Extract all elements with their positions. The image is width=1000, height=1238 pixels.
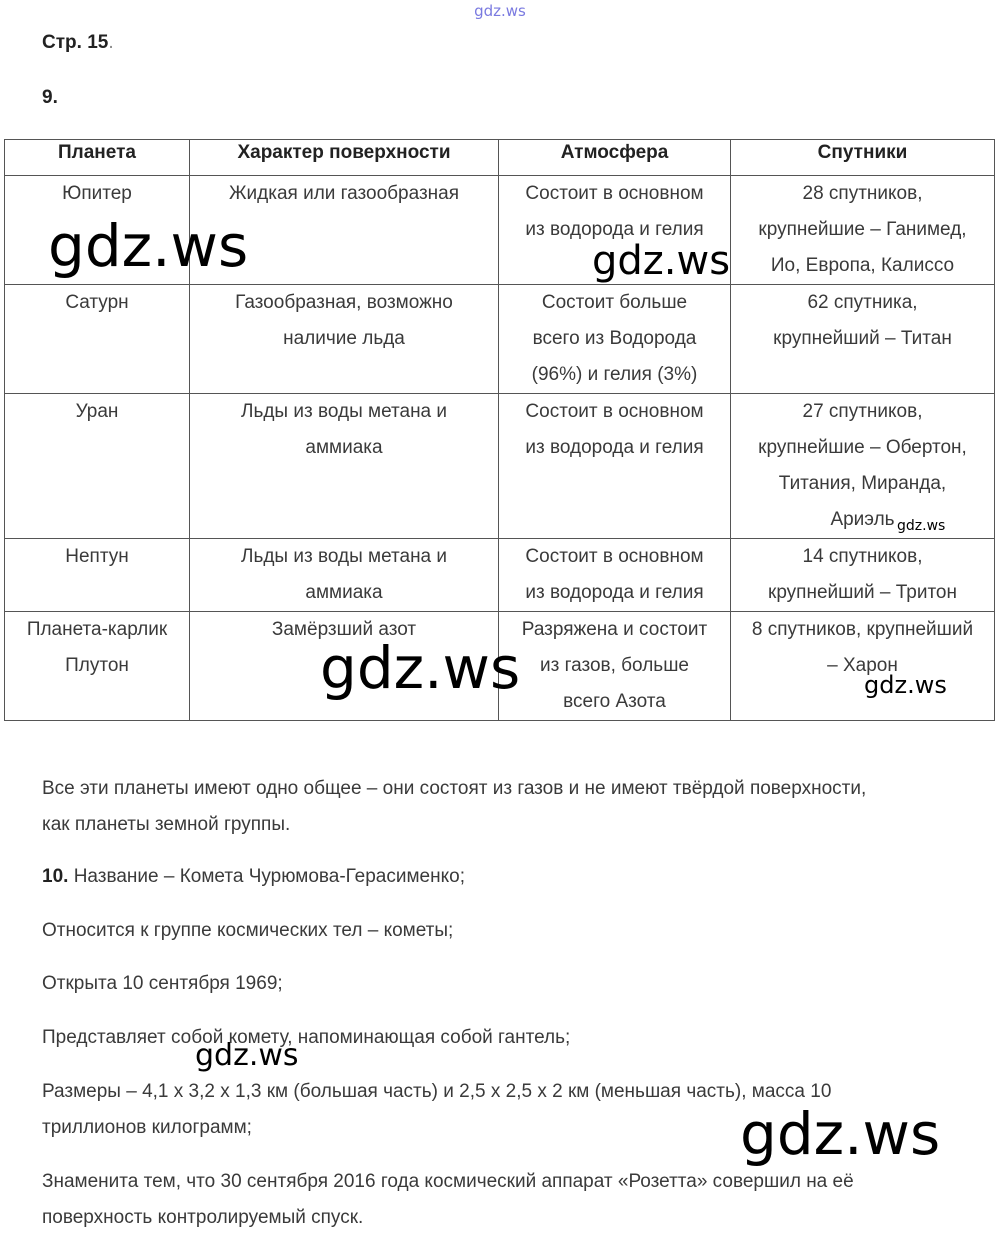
header-surface: Характер поверхности [190,140,499,176]
cell-line: Льды из воды метана и [240,401,448,422]
cell-line: Ариэль [830,509,895,530]
cell-line: Титания, Миранда, [778,473,947,494]
task-10-size [42,1074,972,1146]
cell-satellites [731,285,995,394]
cell-line: Замёрзший азот [271,619,417,640]
cell-line: Уран [75,401,119,422]
header-atmosphere: Атмосфера [499,140,731,176]
task-10-number: 10. [42,866,69,887]
cell-line: всего Азота [563,691,666,712]
cell-line: Состоит в основном [525,546,704,567]
cell-line: крупнейший – Титан [773,328,952,349]
cell-line: Нептун [65,546,129,567]
cell-line: из водорода и гелия [525,437,704,458]
watermark-text: gdz.ws [592,238,731,284]
cell-atmosphere [499,394,731,539]
page-reference-dot: . [108,32,114,53]
paragraph-line: Все эти планеты имеют одно общее – они состоят из газов и не имеют твёрдой поверхности, [42,778,867,799]
paragraph-line: Знаменита тем, что 30 сентября 2016 года космический аппарат «Розетта» совершил на её [42,1171,854,1192]
page-reference-label: Стр. 15 [42,32,109,53]
cell-line: – Харон [827,655,898,676]
task-10-represents: Представляет собой комету, напоминающая собой гантель; [42,1027,571,1048]
table-row [5,285,995,394]
table-header-row [5,140,995,176]
watermark-text: gdz.ws [740,1100,941,1168]
cell-surface [190,285,499,394]
cell-line: Разряжена и состоит [521,619,708,640]
cell-line: 27 спутников, [802,401,923,422]
cell-planet [5,612,190,721]
cell-line: всего из Водорода [532,328,697,349]
cell-satellites [731,176,995,285]
table-row [5,539,995,612]
cell-atmosphere [499,539,731,612]
cell-line: крупнейшие – Обертон, [758,437,967,458]
cell-line: 62 спутника, [807,292,918,313]
cell-line: Состоит в основном [525,401,704,422]
paragraph-line: Размеры – 4,1 х 3,2 х 1,3 км (большая часть) и 2,5 х 2,5 х 2 км (меньшая часть), масса 10 [42,1081,832,1102]
cell-line: аммиака [305,437,383,458]
task-10-group: Относится к группе космических тел – кометы; [42,920,454,941]
cell-line: Плутон [65,655,129,676]
header-planet: Планета [5,140,190,176]
task-9-number: 9. [42,87,58,108]
watermark-text: gdz.ws [864,671,947,699]
paragraph-line: как планеты земной группы. [42,814,291,835]
watermark-text: gdz.ws [195,1038,299,1073]
cell-satellites [731,539,995,612]
task-10-title [42,859,972,895]
cell-line: Льды из воды метана и [240,546,448,567]
cell-satellites [731,394,995,539]
table-row [5,394,995,539]
cell-line: Состоит в основном [525,183,704,204]
cell-line: 8 спутников, крупнейший [751,619,974,640]
cell-planet [5,285,190,394]
header-satellites: Спутники [731,140,995,176]
conclusion-paragraph [42,771,972,843]
paragraph-line: триллионов килограмм; [42,1117,252,1138]
cell-line: наличие льда [283,328,405,349]
cell-line: Планета-карлик [26,619,168,640]
task-10-famous [42,1164,972,1236]
cell-line: Жидкая или газообразная [228,183,460,204]
cell-surface [190,539,499,612]
cell-line: Ио, Европа, Калиссо [770,255,955,276]
cell-planet [5,394,190,539]
cell-line: аммиака [305,582,383,603]
cell-line: Сатурн [65,292,129,313]
cell-line: 14 спутников, [802,546,923,567]
cell-line: (96%) и гелия (3%) [531,364,698,385]
watermark-text: gdz.ws [897,518,946,534]
cell-line: из водорода и гелия [525,582,704,603]
cell-line: крупнейший – Тритон [768,582,957,603]
watermark-text: gdz.ws [320,634,521,702]
cell-surface [190,394,499,539]
watermark-text: gdz.ws [48,212,249,280]
cell-atmosphere [499,285,731,394]
task-10-name: Название – Комета Чурюмова-Герасименко; [68,866,465,887]
task-10-discovered: Открыта 10 сентября 1969; [42,973,283,994]
cell-satellites [731,612,995,721]
watermark-top: gdz.ws [474,2,526,20]
cell-planet [5,539,190,612]
cell-atmosphere [499,612,731,721]
paragraph-line: поверхность контролируемый спуск. [42,1207,364,1228]
cell-line: Юпитер [62,183,132,204]
cell-line: 28 спутников, [802,183,923,204]
cell-line: Состоит больше [541,292,688,313]
page-reference [42,32,114,54]
cell-line: крупнейшие – Ганимед, [758,219,967,240]
cell-line: из водорода и гелия [525,219,704,240]
cell-line: из газов, больше [539,655,689,676]
cell-line: Газообразная, возможно [235,292,453,313]
